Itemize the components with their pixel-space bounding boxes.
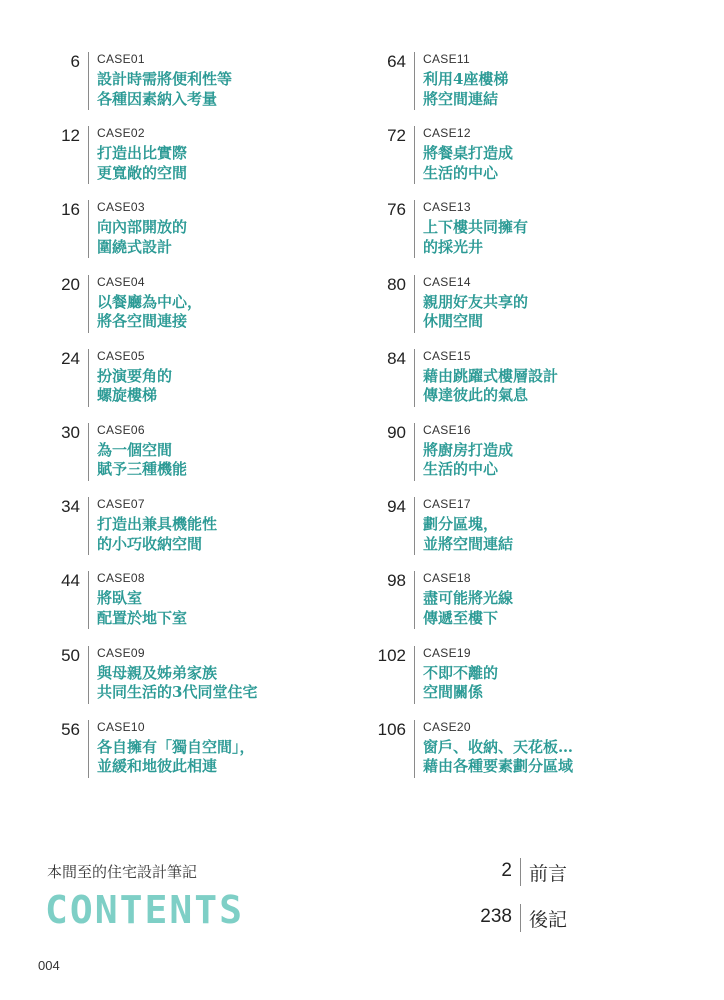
page-number: 80 [387,274,406,294]
case-label: CASE16 [423,422,471,437]
case-title-line: 為一個空間 [97,440,173,459]
toc-entry[interactable] [364,50,684,124]
divider [88,423,89,481]
divider [88,571,89,629]
toc-entry[interactable] [38,273,358,347]
case-title [423,589,673,628]
divider [414,646,415,704]
case-title-line: 打造出比實際 [97,144,188,163]
divider [520,858,521,886]
case-title [97,367,347,406]
divider [414,497,415,555]
divider [414,52,415,110]
toc-entry[interactable] [38,569,358,643]
divider [414,200,415,258]
page-number: 44 [61,571,80,591]
page-number: 94 [387,497,406,517]
case-title-line: 窗戶、收納、天花板… [423,737,574,756]
page-number: 238 [480,906,512,927]
case-label: CASE14 [423,274,471,289]
page-number: 20 [61,274,80,294]
case-title-line: 並將空間連結 [423,534,514,553]
case-title [423,293,673,332]
case-title-line: 藉由跳躍式樓層設計 [423,366,559,385]
extra-label: 前言 [529,863,568,885]
case-label: CASE15 [423,348,471,363]
case-title-line: 傳遞至樓下 [423,608,499,627]
case-label: CASE02 [97,126,145,141]
page-number: 34 [61,497,80,517]
divider [88,126,89,184]
toc-column-left [38,50,358,792]
case-title-line: 上下樓共同擁有 [423,218,529,237]
page-number: 72 [387,126,406,146]
case-title [423,738,673,777]
divider [88,52,89,110]
case-title-line: 親朋好友共享的 [423,292,529,311]
case-title [423,70,673,109]
divider [414,126,415,184]
case-title-line: 的採光井 [423,237,484,256]
case-title [97,70,347,109]
case-title [423,144,673,183]
case-label: CASE13 [423,200,471,215]
case-label: CASE09 [97,645,145,660]
case-title [423,218,673,257]
page-number: 50 [61,645,80,665]
case-title-line: 扮演要角的 [97,366,173,385]
divider [520,904,521,932]
case-label: CASE06 [97,422,145,437]
case-title [97,515,347,554]
case-title-line: 盡可能將光線 [423,589,514,608]
case-title-line: 向內部開放的 [97,218,188,237]
case-title-line: 將餐桌打造成 [423,144,514,163]
page-number: 90 [387,422,406,442]
toc-entry[interactable] [364,124,684,198]
case-title-line: 圍繞式設計 [97,237,173,256]
divider [414,720,415,778]
toc-entry[interactable] [364,273,684,347]
toc-extra-afterword[interactable] [470,904,620,934]
case-title-line: 各自擁有「獨自空間」， [97,737,255,756]
case-label: CASE05 [97,348,145,363]
page-number: 76 [387,200,406,220]
case-title [423,664,673,703]
case-label: CASE01 [97,52,145,66]
toc-extra-preface[interactable] [470,858,620,888]
toc-entry[interactable] [364,421,684,495]
toc-entry[interactable] [38,718,358,792]
case-title-line: 打造出兼具機能性 [97,515,218,534]
page-number: 102 [377,645,406,665]
toc-column-right [364,50,684,792]
case-title [97,144,347,183]
book-subtitle: 本間至的住宅設計筆記 [47,863,198,881]
page-number: 24 [61,348,80,368]
case-title-line: 的小巧收納空間 [97,534,203,553]
case-title-line: 配置於地下室 [97,608,188,627]
case-title-line: 共同生活的3代同堂住宅 [97,683,258,701]
case-label: CASE04 [97,274,145,289]
case-title-line: 將臥室 [97,589,143,608]
case-title-line: 不即不離的 [423,663,499,682]
divider [88,720,89,778]
toc-entry[interactable] [38,644,358,718]
divider [88,275,89,333]
page-number: 6 [70,52,80,71]
divider [414,275,415,333]
divider [88,497,89,555]
case-title-line: 與母親及姊弟家族 [97,663,218,682]
case-title-line: 劃分區塊， [423,515,499,534]
case-title-line: 賦予三種機能 [97,460,188,479]
contents-heading: CONTENTS [45,888,245,932]
case-title-line: 將各空間連接 [97,312,188,331]
case-title-line: 將廚房打造成 [423,440,514,459]
page-number: 12 [61,126,80,146]
case-label: CASE03 [97,200,145,215]
case-label: CASE18 [423,571,471,586]
case-label: CASE20 [423,719,471,734]
divider [414,571,415,629]
case-title [97,293,347,332]
case-title [423,441,673,480]
extra-label: 後記 [529,909,568,931]
case-title-line: 螺旋樓梯 [97,386,158,405]
case-label: CASE12 [423,126,471,141]
case-title [97,218,347,257]
case-title-line: 生活的中心 [423,163,499,182]
divider [88,646,89,704]
toc-entry[interactable] [38,495,358,569]
case-title-line: 並緩和地彼此相連 [97,757,218,776]
case-title-line: 設計時需將便利性等 [97,70,233,88]
case-title-line: 更寬敞的空間 [97,163,188,182]
toc-entry[interactable] [364,644,684,718]
toc-entry[interactable] [38,198,358,272]
page-number: 56 [61,719,80,739]
case-title-line: 傳達彼此的氣息 [423,386,529,405]
case-title-line: 以餐廳為中心， [97,292,203,311]
page-number: 2 [501,860,512,881]
toc-entry[interactable] [364,198,684,272]
toc-entry[interactable] [364,569,684,643]
case-title [423,367,673,406]
case-title-line: 藉由各種要素劃分區域 [423,757,574,776]
toc-entry[interactable] [364,718,684,792]
folio-page-number: 004 [38,958,60,973]
page-number: 84 [387,348,406,368]
toc-entry[interactable] [364,347,684,421]
case-label: CASE19 [423,645,471,660]
page-number: 30 [61,422,80,442]
case-label: CASE17 [423,497,471,512]
toc-entry[interactable] [38,347,358,421]
case-title [97,441,347,480]
case-title [97,738,347,777]
toc-entry[interactable] [38,421,358,495]
case-label: CASE11 [423,52,470,66]
case-title-line: 空間關係 [423,683,484,701]
toc-entry[interactable] [38,124,358,198]
divider [414,349,415,407]
case-label: CASE07 [97,497,145,512]
case-title-line: 各種因素納入考量 [97,89,218,108]
page-number: 98 [387,571,406,591]
case-title-line: 將空間連結 [423,89,499,108]
divider [88,349,89,407]
toc-entry[interactable] [364,495,684,569]
divider [88,200,89,258]
case-title-line: 利用4座樓梯 [423,70,509,88]
case-title-line: 生活的中心 [423,460,499,479]
page-number: 64 [387,52,406,71]
case-title [97,589,347,628]
page-number: 16 [61,200,80,220]
case-title [97,664,347,703]
case-title-line: 休閒空間 [423,312,484,331]
divider [414,423,415,481]
case-label: CASE08 [97,571,145,586]
toc-entry[interactable] [38,50,358,124]
case-label: CASE10 [97,719,145,734]
page-number: 106 [377,719,406,739]
case-title [423,515,673,554]
